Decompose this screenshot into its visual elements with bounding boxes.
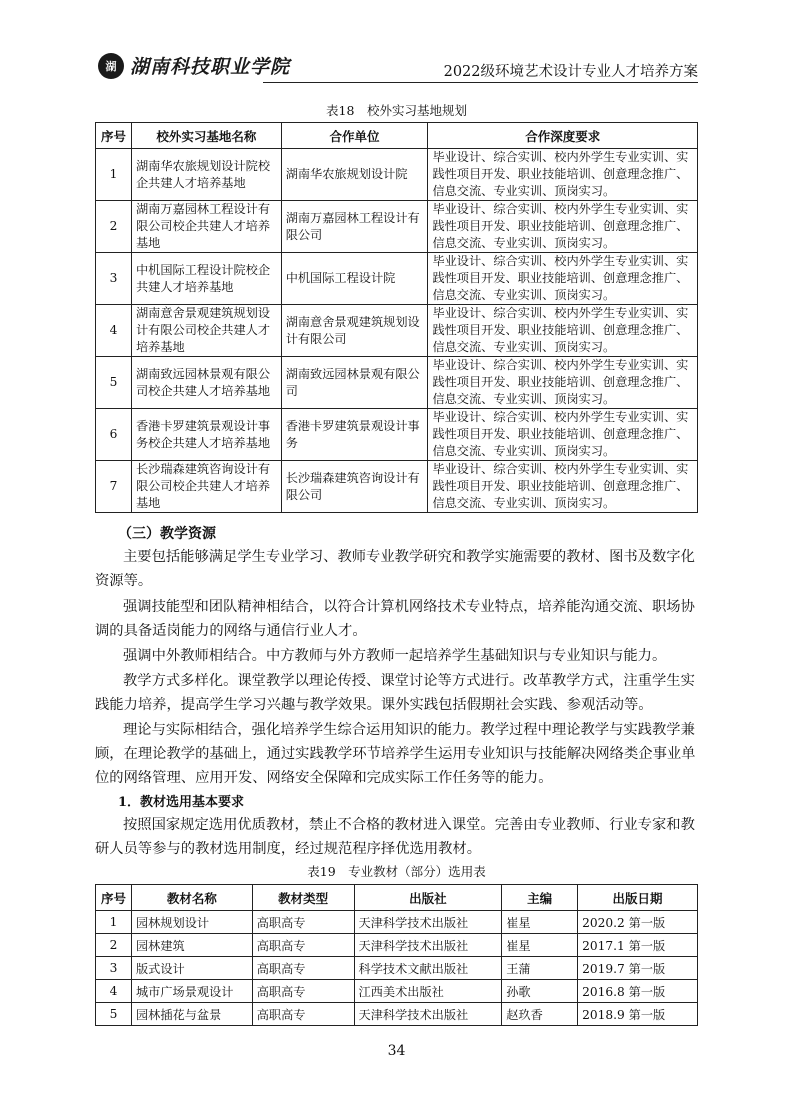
table-row xyxy=(96,911,698,934)
publisher-cell: 天津科学技术出版社 xyxy=(354,911,502,934)
publish-date-cell: 2019.7 第一版 xyxy=(578,957,698,980)
column-header: 合作深度要求 xyxy=(428,123,698,149)
table-row xyxy=(96,957,698,980)
publish-date-cell: 2020.2 第一版 xyxy=(578,911,698,934)
editor-cell: 崔星 xyxy=(502,934,578,957)
row-index: 7 xyxy=(96,461,132,513)
requirement-cell: 毕业设计、综合实训、校内外学生专业实训、实践性项目开发、职业技能培训、创意理念推广、信息交流、专业实训、顶岗实习。 xyxy=(428,201,698,253)
row-index: 4 xyxy=(96,305,132,357)
textbook-name-cell: 城市广场景观设计 xyxy=(131,980,252,1003)
publish-date-cell: 2018.9 第一版 xyxy=(578,1003,698,1026)
textbook-type-cell: 高职高专 xyxy=(252,980,354,1003)
row-index: 3 xyxy=(96,253,132,305)
table-row xyxy=(96,461,698,513)
table-row xyxy=(96,305,698,357)
column-header: 校外实习基地名称 xyxy=(131,123,281,149)
partner-cell: 湖南意舍景观建筑规划设计有限公司 xyxy=(281,305,428,357)
textbook-name-cell: 版式设计 xyxy=(131,957,252,980)
section-heading: （三）教学资源 xyxy=(118,526,216,542)
textbook-type-cell: 高职高专 xyxy=(252,911,354,934)
requirement-cell: 毕业设计、综合实训、校内外学生专业实训、实践性项目开发、职业技能培训、创意理念推广、信息交流、专业实训、顶岗实习。 xyxy=(428,149,698,201)
requirement-cell: 毕业设计、综合实训、校内外学生专业实训、实践性项目开发、职业技能培训、创意理念推广、信息交流、专业实训、顶岗实习。 xyxy=(428,305,698,357)
row-index: 1 xyxy=(96,149,132,201)
row-index: 2 xyxy=(96,201,132,253)
textbook-type-cell: 高职高专 xyxy=(252,934,354,957)
school-logo xyxy=(98,52,290,79)
publisher-cell: 江西美术出版社 xyxy=(354,980,502,1003)
base-name-cell: 中机国际工程设计院校企共建人才培养基地 xyxy=(131,253,281,305)
publisher-cell: 天津科学技术出版社 xyxy=(354,1003,502,1026)
table-row xyxy=(96,934,698,957)
base-name-cell: 长沙瑞森建筑咨询设计有限公司校企共建人才培养基地 xyxy=(131,461,281,513)
row-index: 4 xyxy=(96,980,132,1003)
table-row xyxy=(96,149,698,201)
partner-cell: 香港卡罗建筑景观设计事务 xyxy=(281,409,428,461)
column-header: 出版日期 xyxy=(578,885,698,911)
body-paragraph: 主要包括能够满足学生专业学习、教师专业教学研究和教学实施需要的教材、图书及数字化资源等。 xyxy=(95,549,695,589)
row-index: 1 xyxy=(96,911,132,934)
column-header: 序号 xyxy=(96,885,132,911)
partner-cell: 长沙瑞森建筑咨询设计有限公司 xyxy=(281,461,428,513)
header-divider xyxy=(263,82,698,83)
table-header-row xyxy=(96,123,698,149)
partner-cell: 湖南致远园林景观有限公司 xyxy=(281,357,428,409)
requirement-cell: 毕业设计、综合实训、校内外学生专业实训、实践性项目开发、职业技能培训、创意理念推广、信息交流、专业实训、顶岗实习。 xyxy=(428,357,698,409)
editor-cell: 王蒲 xyxy=(502,957,578,980)
publish-date-cell: 2017.1 第一版 xyxy=(578,934,698,957)
table18-caption: 表18 校外实习基地规划 xyxy=(326,103,467,118)
row-index: 3 xyxy=(96,957,132,980)
base-name-cell: 香港卡罗建筑景观设计事务校企共建人才培养基地 xyxy=(131,409,281,461)
requirement-cell: 毕业设计、综合实训、校内外学生专业实训、实践性项目开发、职业技能培训、创意理念推广、信息交流、专业实训、顶岗实习。 xyxy=(428,253,698,305)
base-name-cell: 湖南万嘉园林工程设计有限公司校企共建人才培养基地 xyxy=(131,201,281,253)
table-row xyxy=(96,980,698,1003)
body-paragraph: 按照国家规定选用优质教材，禁止不合格的教材进入课堂。完善由专业教师、行业专家和教研人员等参与的教材选用制度，经过规范程序择优选用教材。 xyxy=(95,817,695,857)
body-paragraph: 强调技能型和团队精神相结合，以符合计算机网络技术专业特点，培养能沟通交流、职场协调的具备适岗能力的网络与通信行业人才。 xyxy=(95,599,695,639)
school-name: 湖南科技职业学院 xyxy=(130,56,291,78)
column-header: 序号 xyxy=(96,123,132,149)
page-number: 34 xyxy=(387,1043,406,1059)
page-header xyxy=(98,52,698,86)
column-header: 出版社 xyxy=(354,885,502,911)
textbook-name-cell: 园林规划设计 xyxy=(131,911,252,934)
subsection-heading: 1．教材选用基本要求 xyxy=(118,795,245,810)
table-row xyxy=(96,357,698,409)
row-index: 2 xyxy=(96,934,132,957)
publisher-cell: 科学技术文献出版社 xyxy=(354,957,502,980)
textbook-name-cell: 园林建筑 xyxy=(131,934,252,957)
requirement-cell: 毕业设计、综合实训、校内外学生专业实训、实践性项目开发、职业技能培训、创意理念推广、信息交流、专业实训、顶岗实习。 xyxy=(428,461,698,513)
school-seal-icon: 湖 xyxy=(98,53,124,79)
base-name-cell: 湖南致远园林景观有限公司校企共建人才培养基地 xyxy=(131,357,281,409)
row-index: 6 xyxy=(96,409,132,461)
requirement-cell: 毕业设计、综合实训、校内外学生专业实训、实践性项目开发、职业技能培训、创意理念推广、信息交流、专业实训、顶岗实习。 xyxy=(428,409,698,461)
table-row xyxy=(96,1003,698,1026)
textbook-type-cell: 高职高专 xyxy=(252,1003,354,1026)
column-header: 教材类型 xyxy=(252,885,354,911)
row-index: 5 xyxy=(96,1003,132,1026)
column-header: 主编 xyxy=(502,885,578,911)
publisher-cell: 天津科学技术出版社 xyxy=(354,934,502,957)
textbook-type-cell: 高职高专 xyxy=(252,957,354,980)
editor-cell: 崔星 xyxy=(502,911,578,934)
editor-cell: 孙歌 xyxy=(502,980,578,1003)
body-paragraph: 理论与实际相结合，强化培养学生综合运用知识的能力。教学过程中理论教学与实践教学兼顾，在理论教学的基础上，通过实践教学环节培养学生运用专业知识与技能解决网络类企事业单位的网络管理、应用开发、网络安全保障和完成实际工作任务等的能力。 xyxy=(95,722,696,786)
row-index: 5 xyxy=(96,357,132,409)
body-paragraph: 强调中外教师相结合。中方教师与外方教师一起培养学生基础知识与专业知识与能力。 xyxy=(123,648,667,664)
partner-cell: 中机国际工程设计院 xyxy=(281,253,428,305)
editor-cell: 赵玖香 xyxy=(502,1003,578,1026)
partner-cell: 湖南万嘉园林工程设计有限公司 xyxy=(281,201,428,253)
column-header: 合作单位 xyxy=(281,123,428,149)
base-name-cell: 湖南华农旅规划设计院校企共建人才培养基地 xyxy=(131,149,281,201)
body-paragraph: 教学方式多样化。课堂教学以理论传授、课堂讨论等方式进行。改革教学方式，注重学生实践能力培养，提高学生学习兴趣与教学效果。课外实践包括假期社会实践、参观活动等。 xyxy=(95,673,695,713)
textbook-name-cell: 园林插花与盆景 xyxy=(131,1003,252,1026)
table-header-row xyxy=(96,885,698,911)
column-header: 教材名称 xyxy=(131,885,252,911)
textbook-selection-table xyxy=(95,884,698,1026)
table-row xyxy=(96,201,698,253)
internship-base-table xyxy=(95,122,698,513)
publish-date-cell: 2016.8 第一版 xyxy=(578,980,698,1003)
partner-cell: 湖南华农旅规划设计院 xyxy=(281,149,428,201)
document-title: 2022级环境艺术设计专业人才培养方案 xyxy=(443,64,698,80)
table-row xyxy=(96,253,698,305)
table-row xyxy=(96,409,698,461)
table19-caption: 表19 专业教材（部分）选用表 xyxy=(307,864,486,879)
base-name-cell: 湖南意舍景观建筑规划设计有限公司校企共建人才培养基地 xyxy=(131,305,281,357)
